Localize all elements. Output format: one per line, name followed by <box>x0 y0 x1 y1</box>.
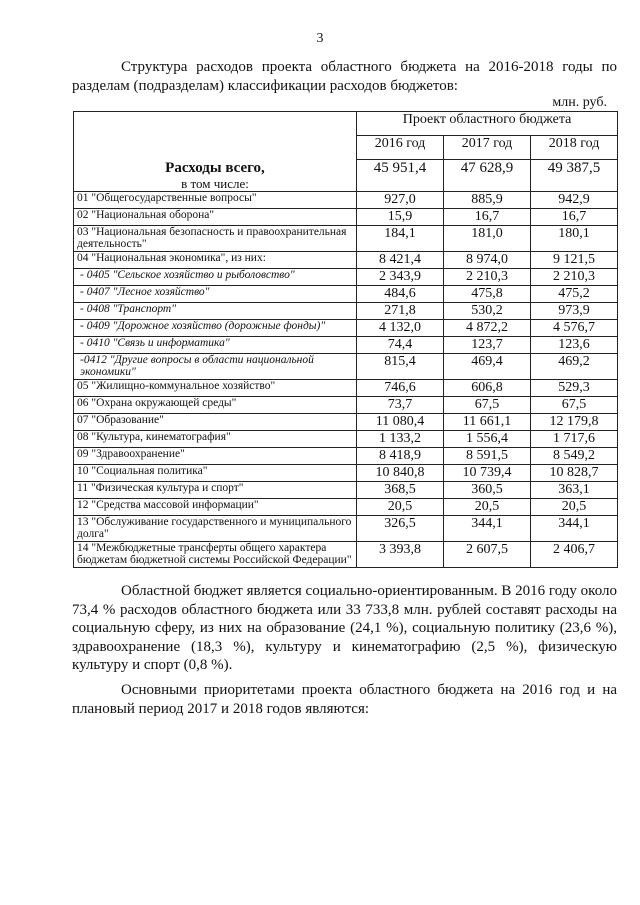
total-2017: 47 628,9 <box>444 160 531 192</box>
row-value-2017: 344,1 <box>444 515 531 541</box>
row-value-2016: 8 418,9 <box>357 447 444 464</box>
table-row <box>74 447 618 464</box>
row-value-2016: 15,9 <box>357 208 444 225</box>
row-value-2018: 4 576,7 <box>531 319 618 336</box>
table-row <box>74 191 618 208</box>
row-value-2016: 484,6 <box>357 285 444 302</box>
row-value-2018: 344,1 <box>531 515 618 541</box>
row-label: - 0410 "Связь и информатика" <box>74 336 357 353</box>
row-value-2017: 10 739,4 <box>444 464 531 481</box>
row-value-2018: 12 179,8 <box>531 413 618 430</box>
row-label: 09 "Здравоохранение" <box>74 447 357 464</box>
row-value-2018: 180,1 <box>531 225 618 251</box>
row-value-2016: 927,0 <box>357 191 444 208</box>
row-value-2017: 885,9 <box>444 191 531 208</box>
table-heading: Структура расходов проекта областного бюджета на 2016-2018 годы по разделам (подразделам) классификации расходов бюджетов: <box>72 59 617 94</box>
total-subtitle: в том числе: <box>181 175 249 191</box>
units-label: млн. руб. <box>552 95 607 110</box>
row-label: 07 "Образование" <box>74 413 357 430</box>
row-value-2017: 11 661,1 <box>444 413 531 430</box>
row-value-2018: 942,9 <box>531 191 618 208</box>
table-row <box>74 413 618 430</box>
header-blank-cell <box>74 112 357 160</box>
table-header-row <box>74 112 618 136</box>
budget-table <box>73 111 618 568</box>
table-row <box>74 541 618 567</box>
row-label: - 0407 "Лесное хозяйство" <box>74 285 357 302</box>
row-value-2018: 363,1 <box>531 481 618 498</box>
row-value-2016: 20,5 <box>357 498 444 515</box>
row-value-2017: 2 607,5 <box>444 541 531 567</box>
row-value-2018: 123,6 <box>531 336 618 353</box>
row-value-2016: 11 080,4 <box>357 413 444 430</box>
row-value-2018: 2 406,7 <box>531 541 618 567</box>
row-value-2017: 606,8 <box>444 379 531 396</box>
row-value-2018: 16,7 <box>531 208 618 225</box>
row-label: - 0405 "Сельское хозяйство и рыболовство" <box>74 268 357 285</box>
row-value-2016: 73,7 <box>357 396 444 413</box>
row-value-2017: 469,4 <box>444 353 531 379</box>
row-label: 14 "Межбюджетные трансферты общего характера бюджетам бюджетной системы Российской Федерации" <box>74 541 357 567</box>
row-label: 06 "Охрана окружающей среды" <box>74 396 357 413</box>
row-value-2017: 181,0 <box>444 225 531 251</box>
group-header: Проект областного бюджета <box>357 112 618 136</box>
row-label: 11 "Физическая культура и спорт" <box>74 481 357 498</box>
row-value-2017: 20,5 <box>444 498 531 515</box>
row-value-2016: 815,4 <box>357 353 444 379</box>
row-label: - 0408 "Транспорт" <box>74 302 357 319</box>
row-value-2016: 184,1 <box>357 225 444 251</box>
row-value-2016: 746,6 <box>357 379 444 396</box>
row-value-2016: 1 133,2 <box>357 430 444 447</box>
total-title: Расходы всего, <box>165 159 265 176</box>
row-value-2017: 475,8 <box>444 285 531 302</box>
row-value-2017: 2 210,3 <box>444 268 531 285</box>
table-row <box>74 379 618 396</box>
row-label: 04 "Национальная экономика", из них: <box>74 251 357 268</box>
row-value-2018: 469,2 <box>531 353 618 379</box>
row-label: 08 "Культура, кинематография" <box>74 430 357 447</box>
table-row <box>74 481 618 498</box>
row-value-2018: 1 717,6 <box>531 430 618 447</box>
year-2016-header: 2016 год <box>357 136 444 160</box>
paragraph-priorities: Основными приоритетами проекта областного бюджета на 2016 год и на плановый период 2017 и 2018 годов являются: <box>72 682 617 717</box>
row-label: 02 "Национальная оборона" <box>74 208 357 225</box>
table-row <box>74 336 618 353</box>
row-value-2017: 16,7 <box>444 208 531 225</box>
row-value-2018: 529,3 <box>531 379 618 396</box>
row-value-2016: 2 343,9 <box>357 268 444 285</box>
table-row <box>74 396 618 413</box>
total-2018: 49 387,5 <box>531 160 618 192</box>
row-value-2016: 8 421,4 <box>357 251 444 268</box>
row-value-2018: 67,5 <box>531 396 618 413</box>
table-row <box>74 319 618 336</box>
row-value-2018: 8 549,2 <box>531 447 618 464</box>
row-value-2016: 326,5 <box>357 515 444 541</box>
year-2017-header: 2017 год <box>444 136 531 160</box>
row-value-2018: 475,2 <box>531 285 618 302</box>
row-value-2017: 8 974,0 <box>444 251 531 268</box>
row-value-2016: 3 393,8 <box>357 541 444 567</box>
row-value-2017: 360,5 <box>444 481 531 498</box>
total-row <box>74 160 618 192</box>
total-label-cell <box>74 160 357 192</box>
row-value-2017: 4 872,2 <box>444 319 531 336</box>
table-row <box>74 251 618 268</box>
row-value-2016: 10 840,8 <box>357 464 444 481</box>
row-value-2017: 530,2 <box>444 302 531 319</box>
table-row <box>74 498 618 515</box>
row-value-2018: 9 121,5 <box>531 251 618 268</box>
row-value-2018: 10 828,7 <box>531 464 618 481</box>
row-value-2017: 8 591,5 <box>444 447 531 464</box>
row-label: -0412 "Другие вопросы в области национальной экономики" <box>74 353 357 379</box>
table-row <box>74 268 618 285</box>
row-label: 03 "Национальная безопасность и правоохранительная деятельность" <box>74 225 357 251</box>
table-row <box>74 515 618 541</box>
row-value-2017: 1 556,4 <box>444 430 531 447</box>
paragraph-social: Областной бюджет является социально-ориентированным. В 2016 году около 73,4 % расходов областного бюджета или 33 733,8 млн. рублей составят расходы на социальную сферу, из них на образование (24,1 %), социальную политику (23,6 %), здравоохранение (18,3 %), культуру и кинематографию (2,5 %), физическую культуру и спорт (0,8 %). <box>72 583 617 673</box>
total-2016: 45 951,4 <box>357 160 444 192</box>
row-value-2016: 74,4 <box>357 336 444 353</box>
row-value-2018: 973,9 <box>531 302 618 319</box>
row-value-2016: 4 132,0 <box>357 319 444 336</box>
row-label: 12 "Средства массовой информации" <box>74 498 357 515</box>
row-label: 13 "Обслуживание государственного и муниципального долга" <box>74 515 357 541</box>
row-value-2017: 123,7 <box>444 336 531 353</box>
row-value-2016: 368,5 <box>357 481 444 498</box>
row-value-2018: 20,5 <box>531 498 618 515</box>
row-label: 01 "Общегосударственные вопросы" <box>74 191 357 208</box>
row-value-2017: 67,5 <box>444 396 531 413</box>
table-row <box>74 225 618 251</box>
table-row <box>74 285 618 302</box>
year-2018-header: 2018 год <box>531 136 618 160</box>
table-row <box>74 430 618 447</box>
row-value-2018: 2 210,3 <box>531 268 618 285</box>
table-row <box>74 353 618 379</box>
page-number: 3 <box>316 31 324 46</box>
table-row <box>74 464 618 481</box>
row-label: 05 "Жилищно-коммунальное хозяйство" <box>74 379 357 396</box>
table-row <box>74 302 618 319</box>
row-label: 10 "Социальная политика" <box>74 464 357 481</box>
table-row <box>74 208 618 225</box>
row-label: - 0409 "Дорожное хозяйство (дорожные фонды)" <box>74 319 357 336</box>
row-value-2016: 271,8 <box>357 302 444 319</box>
